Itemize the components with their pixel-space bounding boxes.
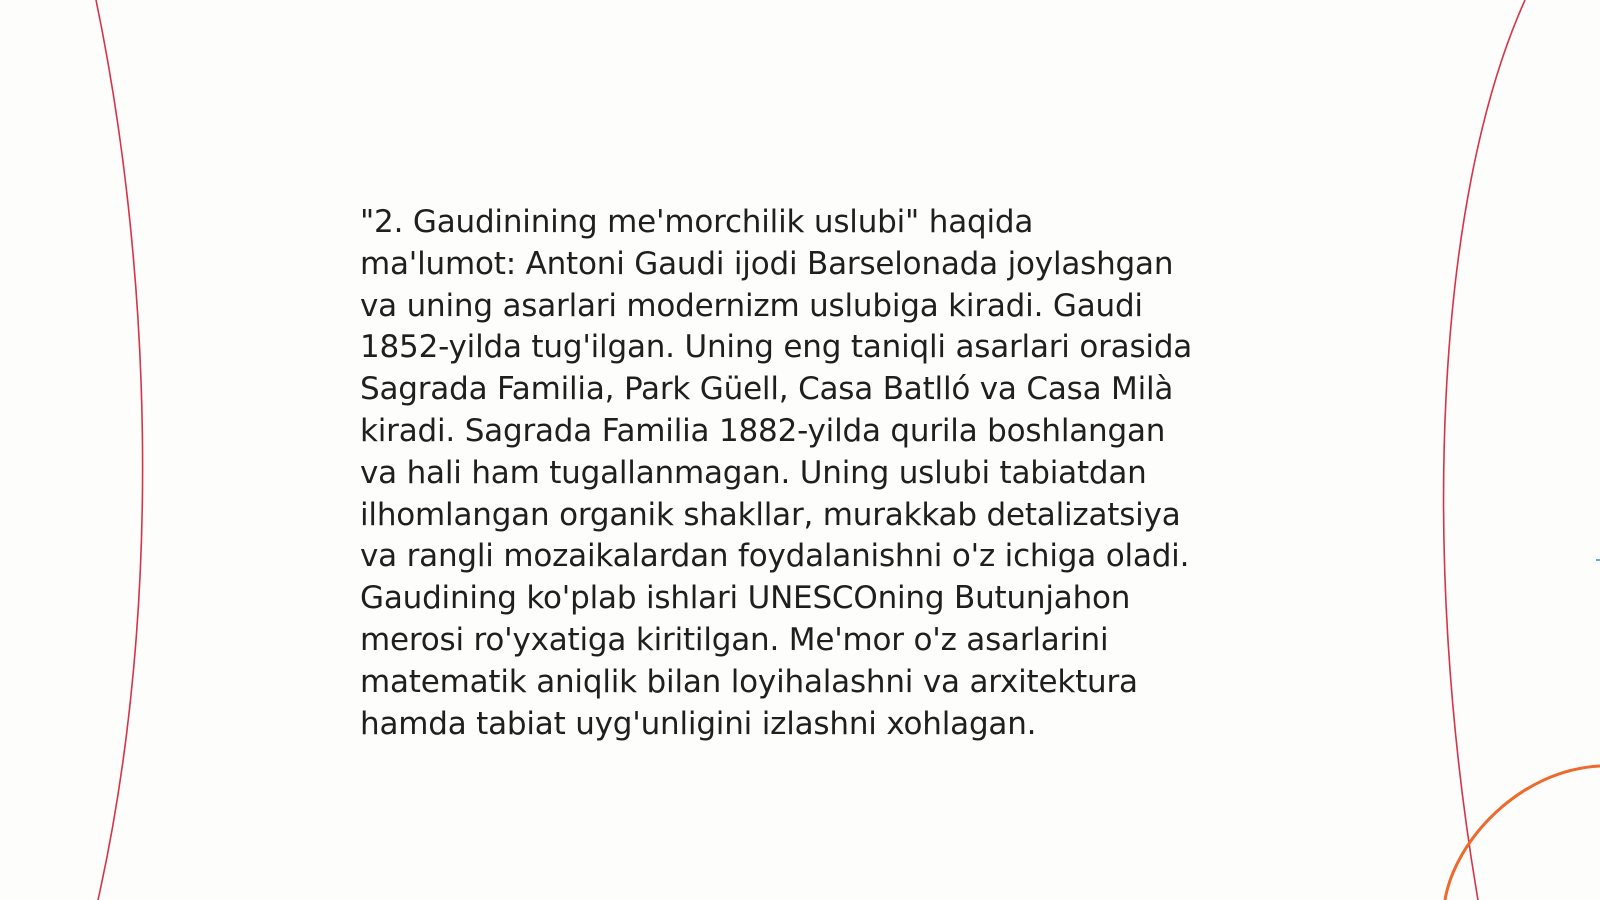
slide-body-text: "2. Gaudinining me'morchilik uslubi" haqida ma'lumot: Antoni Gaudi ijodi Barselonada joylashgan va uning asarlari modernizm uslubiga kiradi. Gaudi 1852-yilda tug'ilgan. Uning eng taniqli asarlari orasida Sagrada Familia, Park Güell, Casa Batlló va Casa Milà kiradi. Sagrada Familia 1882-yilda qurila boshlangan va hali ham tugallanmagan. Uning uslubi tabiatdan ilhomlangan organik shakllar, murakkab detalizatsiya va rangli mozaikalardan foydalanishni o'z ichiga oladi. Gaudining ko'plab ishlari UNESCOning Butunjahon merosi ro'yxatiga kiritilgan. Me'mor o'z asarlarini matematik aniqlik bilan loyihalashni va arxitektura hamda tabiat uyg'unligini izlashni xohlagan. (360, 204, 1193, 742)
left-arc-line (96, 0, 143, 900)
right-arc-line (1444, 0, 1525, 900)
